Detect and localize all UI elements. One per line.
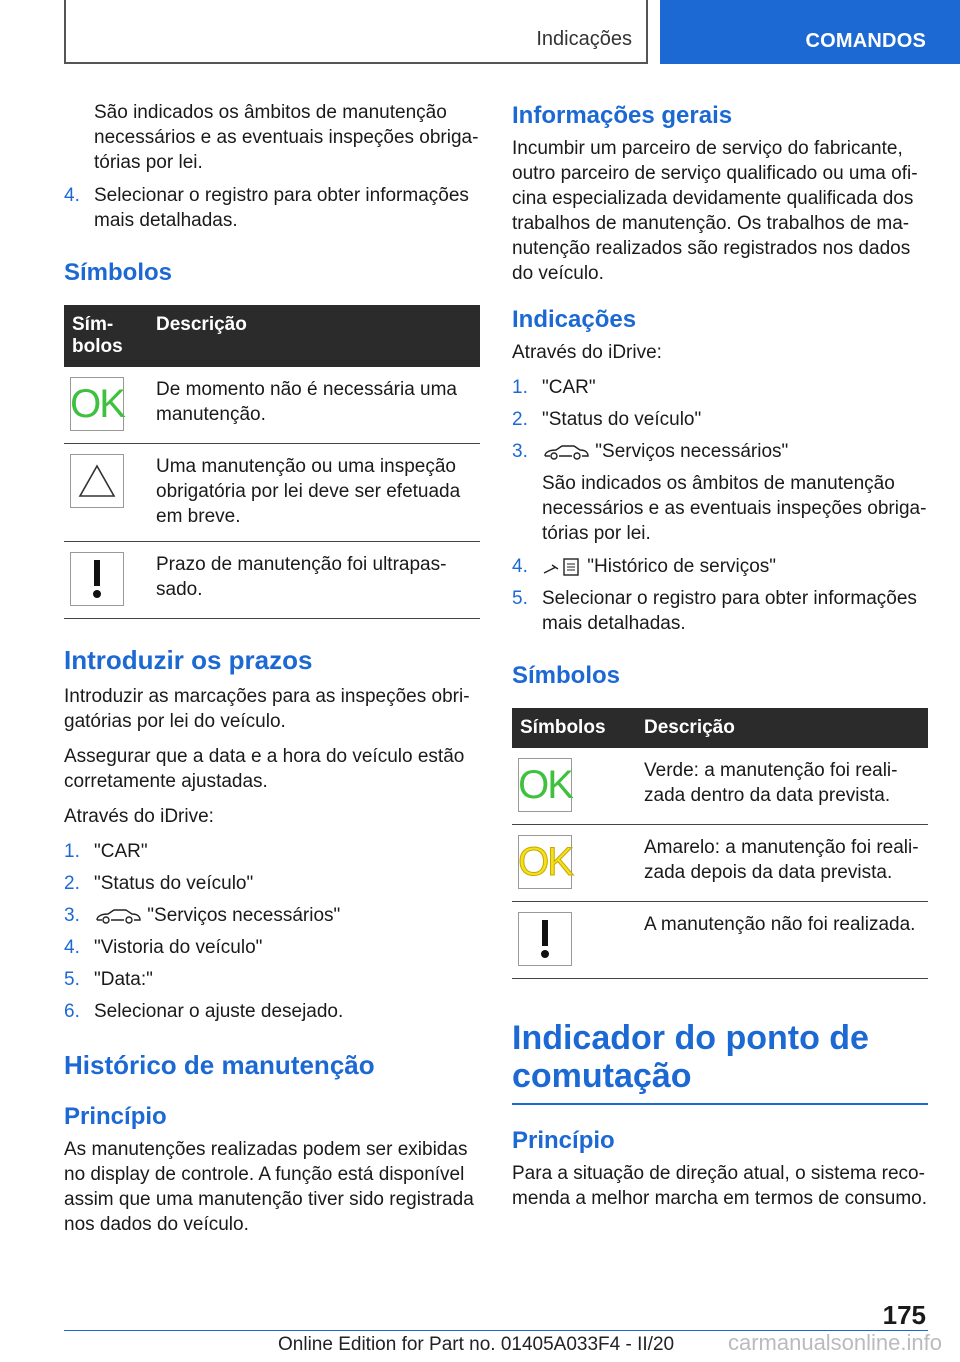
paragraph: Para a situação de direção atual, o sistema recomenda a melhor marcha em termos de consumo.	[512, 1163, 928, 1209]
table-row	[512, 902, 928, 979]
list-item	[64, 183, 480, 233]
step3-continuation: São indicados os âmbitos de manutenção necessários e as eventuais inspeções obrigatórias por lei.	[94, 102, 479, 173]
warning-triangle-icon	[70, 454, 124, 508]
table-cell: Verde: a manutenção foi realizada dentro da data prevista.	[636, 748, 928, 825]
table-row	[64, 367, 480, 444]
ok-green-icon	[518, 758, 572, 812]
step-number: 2.	[512, 409, 528, 430]
step-text: Selecionar o registro para obter informações mais detalhadas.	[542, 588, 917, 634]
header-chapter-label: COMANDOS	[805, 30, 926, 52]
list-item	[64, 999, 480, 1024]
ok-glyph: OK	[518, 763, 572, 807]
section-heading: Informações gerais	[512, 102, 733, 129]
step-text: "Serviços necessários"	[595, 441, 789, 462]
list-item	[512, 554, 928, 579]
table-cell: Amarelo: a manutenção foi realizada depois da data prevista.	[636, 825, 928, 902]
list-item	[512, 375, 928, 400]
ok-icon	[70, 377, 124, 431]
step-number: 5.	[512, 588, 528, 609]
subsection-heading: Princípio	[64, 1103, 167, 1130]
left-column	[64, 100, 480, 1247]
header-section-tab	[64, 0, 648, 64]
page-number: 175	[882, 1300, 926, 1330]
step-number: 4.	[64, 185, 80, 206]
ok-glyph: OK	[70, 382, 124, 426]
step-number: 5.	[64, 969, 80, 990]
list-item	[64, 935, 480, 960]
step-text: "CAR"	[94, 841, 148, 862]
step-list	[64, 839, 480, 1024]
symbols-table	[512, 708, 928, 979]
header-section-label: Indicações	[536, 28, 632, 50]
table-cell: De momento não é necessária uma manutenção.	[148, 367, 480, 444]
table-header-cell: Símbolos	[64, 305, 148, 367]
watermark: carmanualsonline.info	[727, 1330, 942, 1355]
table-row	[64, 542, 480, 619]
table-row	[64, 444, 480, 542]
step-number: 3.	[64, 905, 80, 926]
car-icon	[542, 444, 590, 460]
step-text: Selecionar o ajuste desejado.	[94, 1001, 344, 1022]
section-heading: Indicações	[512, 306, 637, 333]
step-text: Selecionar o registro para obter informações mais detalhadas.	[94, 185, 469, 231]
ok-glyph: OK	[518, 840, 572, 884]
step-list-top	[64, 183, 480, 233]
list-item	[512, 439, 928, 464]
step3-continuation: São indicados os âmbitos de manutenção necessários e as eventuais inspeções obrigatórias por lei.	[542, 473, 927, 544]
section-heading: Introduzir os prazos	[64, 645, 313, 675]
list-item	[64, 871, 480, 896]
table-header-row	[512, 708, 928, 748]
paragraph: As manutenções realizadas podem ser exibidas no display de controle. A função está disponível assim que uma manutenção tiver sido registrada nos dados do veículo.	[64, 1139, 474, 1235]
step-number: 4.	[512, 556, 528, 577]
step-list-cont	[512, 554, 928, 636]
step-text: "Data:"	[94, 969, 153, 990]
table-row	[512, 748, 928, 825]
list-item	[64, 839, 480, 864]
step-number: 1.	[512, 377, 528, 398]
table-header-cell: Descrição	[636, 708, 928, 748]
step-number: 3.	[512, 441, 528, 462]
table-header-cell: Descrição	[148, 305, 480, 367]
table-row	[512, 825, 928, 902]
paragraph: Através do iDrive:	[512, 342, 662, 363]
subsection-heading: Princípio	[512, 1127, 615, 1154]
paragraph: Através do iDrive:	[64, 806, 214, 827]
table-cell: Uma manutenção ou uma inspeção obrigatória por lei deve ser efetuada em breve.	[148, 444, 480, 542]
table-header-row	[64, 305, 480, 367]
right-column	[512, 100, 928, 1221]
step-number: 1.	[64, 841, 80, 862]
section-heading: Símbolos	[512, 662, 621, 689]
table-cell: Prazo de manutenção foi ultrapassado.	[148, 542, 480, 619]
ok-yellow-icon	[518, 835, 572, 889]
step-text: "Histórico de serviços"	[587, 556, 777, 577]
chapter-heading: Indicador do ponto de comutação	[512, 1019, 928, 1105]
symbols-table	[64, 305, 480, 619]
list-item	[512, 586, 928, 636]
step-text: "Vistoria do veículo"	[94, 937, 263, 958]
table-header-cell: Símbolos	[512, 708, 636, 748]
footer-edition: Online Edition for Part no. 01405A033F4 - II/20	[278, 1334, 675, 1355]
step-number: 4.	[64, 937, 80, 958]
step-text: "Status do veículo"	[94, 873, 254, 894]
service-history-icon	[542, 557, 582, 577]
step-text: "Status do veículo"	[542, 409, 702, 430]
list-item	[64, 967, 480, 992]
paragraph: Assegurar que a data e a hora do veículo estão corretamente ajustadas.	[64, 746, 465, 792]
paragraph: Introduzir as marcações para as inspeções obrigatórias por lei do veículo.	[64, 686, 470, 732]
table-cell: A manutenção não foi realizada.	[636, 902, 928, 979]
section-heading: Histórico de manutenção	[64, 1050, 375, 1080]
list-item	[64, 903, 480, 928]
step-number: 2.	[64, 873, 80, 894]
step-text: "Serviços necessários"	[147, 905, 341, 926]
paragraph: Incumbir um parceiro de serviço do fabricante, outro parceiro de serviço qualificado ou uma oficina especializada devidamente qualificada dos trabalhos de manutenção. Os trabalhos de manutenção realizados são registrados nos dados do veículo.	[512, 138, 918, 284]
car-icon	[94, 908, 142, 924]
list-item	[512, 407, 928, 432]
exclamation-icon	[518, 912, 572, 966]
section-heading: Símbolos	[64, 259, 173, 286]
exclamation-icon	[70, 552, 124, 606]
step-text: "CAR"	[542, 377, 596, 398]
header-chapter-tab	[660, 0, 960, 64]
step-list	[512, 375, 928, 464]
step-number: 6.	[64, 1001, 80, 1022]
